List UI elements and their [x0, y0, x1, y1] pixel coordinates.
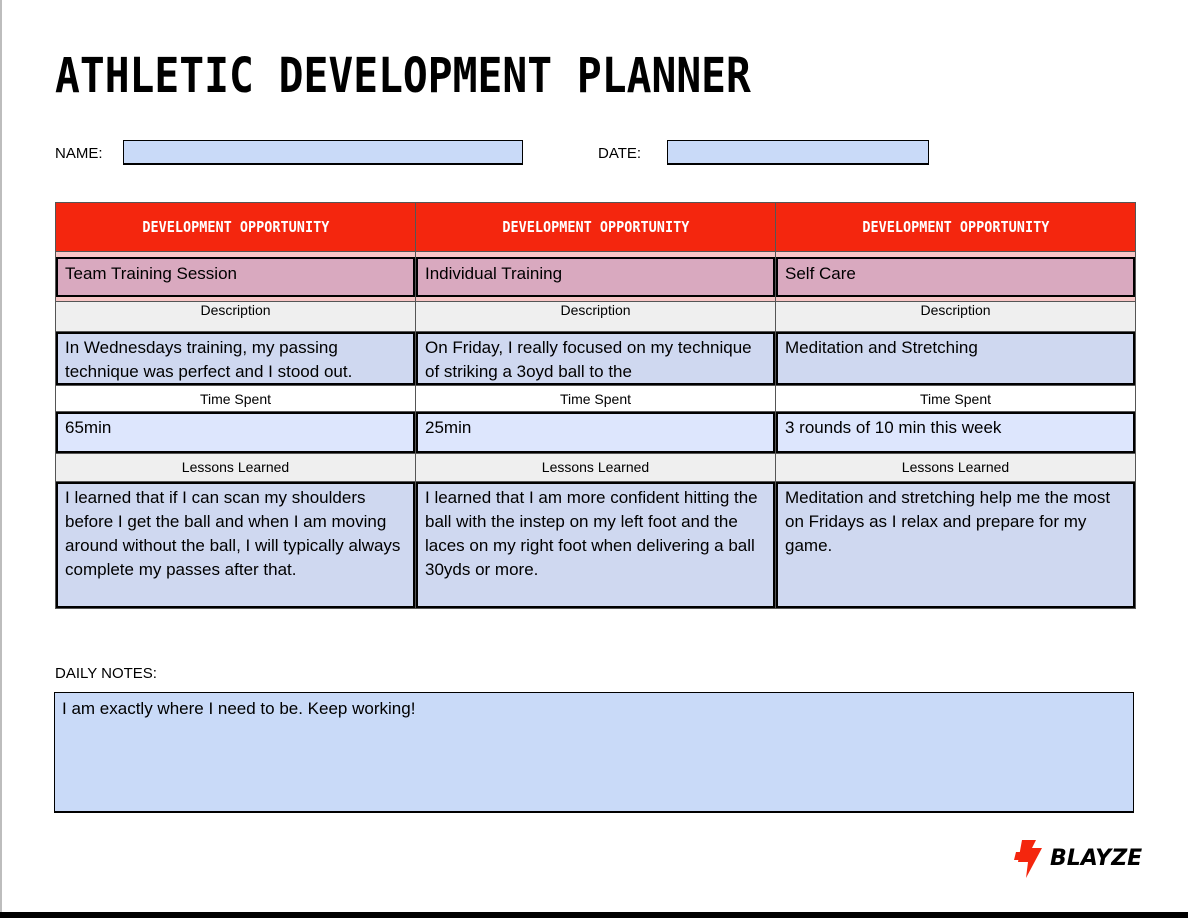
lessons-learned-field[interactable]: I learned that if I can scan my shoulders before I get the ball and when I am moving around without the ball, I will typically always complete my passes after that. — [56, 482, 415, 608]
lessons-learned-label: Lessons Learned — [776, 454, 1136, 482]
lessons-learned-field[interactable]: Meditation and stretching help me the most on Fridays as I relax and prepare for my game. — [776, 482, 1135, 608]
description-label: Description — [56, 302, 416, 332]
daily-notes-label: DAILY NOTES: — [55, 665, 157, 682]
column-header: DEVELOPMENT OPPORTUNITY — [56, 203, 416, 252]
description-label: Description — [776, 302, 1136, 332]
page-bottom-bar — [0, 912, 1188, 918]
page-title: ATHLETIC DEVELOPMENT PLANNER — [55, 48, 751, 104]
name-label: NAME: — [55, 145, 103, 162]
description-field[interactable]: Meditation and Stretching — [776, 332, 1135, 385]
description-field[interactable]: In Wednesdays training, my passing technique was perfect and I stood out. — [56, 332, 415, 385]
time-spent-label: Time Spent — [416, 386, 776, 412]
lessons-learned-field[interactable]: I learned that I am more confident hitting the ball with the instep on my left foot and the laces on my right foot when delivering a ball 30yds or more. — [416, 482, 775, 608]
opportunity-field[interactable]: Team Training Session — [56, 257, 415, 297]
description-field[interactable]: On Friday, I really focused on my technique of striking a 3oyd ball to the — [416, 332, 775, 385]
lessons-learned-label: Lessons Learned — [56, 454, 416, 482]
time-spent-field[interactable]: 65min — [56, 412, 415, 453]
column-header: DEVELOPMENT OPPORTUNITY — [776, 203, 1136, 252]
page-left-edge — [0, 0, 2, 918]
time-spent-field[interactable]: 3 rounds of 10 min this week — [776, 412, 1135, 453]
blayze-logo-text: BLAYZE — [1050, 846, 1143, 871]
name-field[interactable] — [123, 140, 523, 165]
lessons-learned-label: Lessons Learned — [416, 454, 776, 482]
description-label: Description — [416, 302, 776, 332]
column-header: DEVELOPMENT OPPORTUNITY — [416, 203, 776, 252]
opportunity-field[interactable]: Individual Training — [416, 257, 775, 297]
opportunity-field[interactable]: Self Care — [776, 257, 1135, 297]
time-spent-field[interactable]: 25min — [416, 412, 775, 453]
date-field[interactable] — [667, 140, 929, 165]
date-label: DATE: — [598, 145, 642, 162]
time-spent-label: Time Spent — [56, 386, 416, 412]
time-spent-label: Time Spent — [776, 386, 1136, 412]
planner-table — [55, 202, 1136, 609]
daily-notes-field[interactable]: I am exactly where I need to be. Keep working! — [54, 692, 1134, 813]
